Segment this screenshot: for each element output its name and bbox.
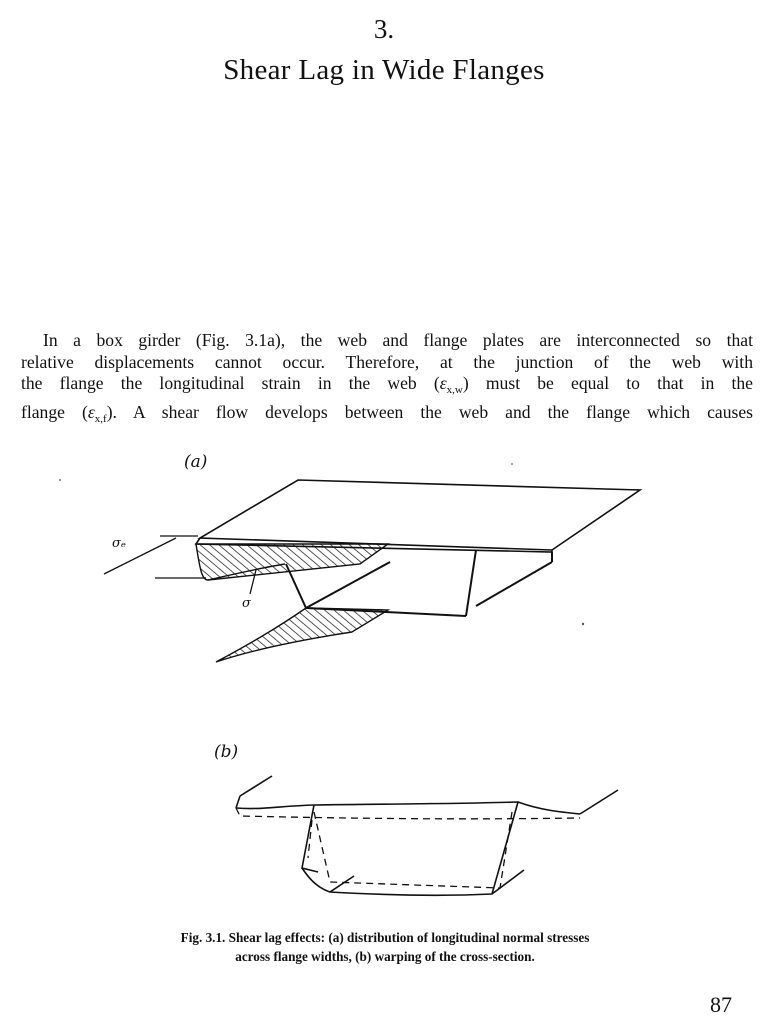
figure-3-1 [0, 440, 768, 910]
caption-line-1: Fig. 3.1. Shear lag effects: (a) distribution of longitudinal normal stresses [180, 930, 590, 945]
paragraph-line-1: In a box girder (Fig. 3.1a), the web and flange plates are interconnected so that [43, 330, 753, 350]
sigma-e-label: σₑ [112, 536, 126, 551]
bottom-stress-distribution [216, 608, 388, 662]
paragraph-line-3 [21, 373, 753, 402]
top-stress-distribution [196, 544, 388, 580]
page-number: 87 [710, 992, 732, 1017]
paragraph-line-4 [21, 402, 753, 431]
chapter-number: 3. [373, 14, 395, 44]
figure-label-b: (b) [214, 742, 239, 762]
original-cross-section-dashed [236, 808, 580, 888]
strain-symbol-flange: ε [87, 401, 95, 422]
warped-cross-section-solid [236, 776, 618, 895]
paragraph-line-2: relative displacements cannot occur. Therefore, at the junction of the web with [21, 351, 753, 372]
top-flange-plate [196, 480, 640, 552]
box-girder-drawing [0, 440, 768, 910]
chapter-title: Shear Lag in Wide Flanges [223, 54, 545, 86]
paragraph-line-4-end: ). A shear flow develops between the web and the flange which causes [106, 401, 754, 422]
caption-line-2: across flange widths, (b) warping of the cross-section. [235, 949, 535, 964]
body-paragraph [21, 330, 753, 430]
paragraph-line-4-start: flange ( [21, 401, 88, 422]
sigma-label: σ [242, 596, 251, 611]
strain-subscript-web: x,w [446, 384, 463, 396]
paragraph-line-3-start: the flange the longitudinal strain in the web ( [21, 373, 440, 393]
figure-label-a: (a) [184, 452, 208, 472]
strain-symbol-web: ε [439, 373, 447, 393]
strain-subscript-flange: x,f [94, 412, 107, 425]
paragraph-line-3-end: ) must be equal to that in the [462, 373, 753, 393]
figure-caption [90, 928, 680, 966]
